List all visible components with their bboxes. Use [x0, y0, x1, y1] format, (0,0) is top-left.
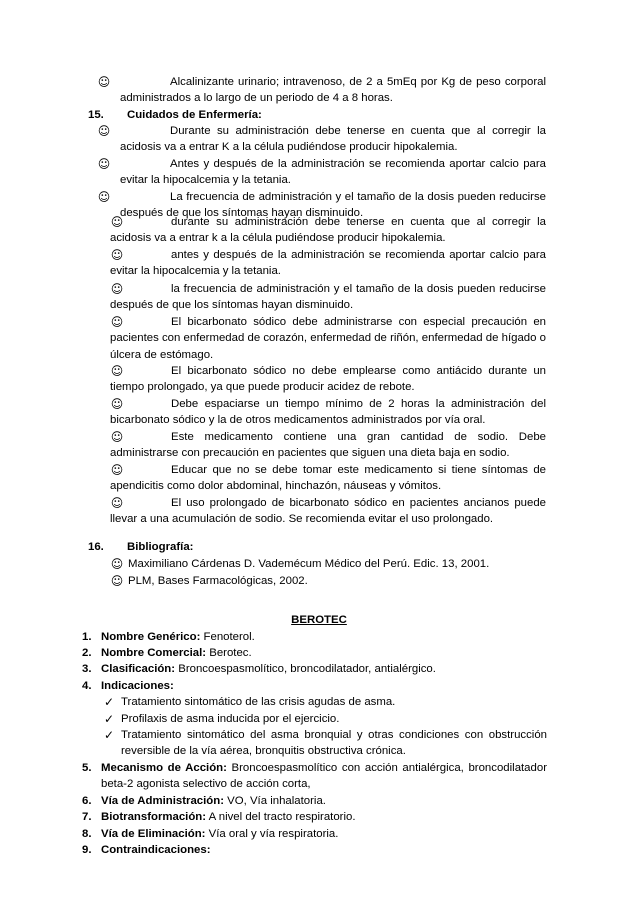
- smiley-bullet-icon: ☺: [110, 463, 124, 477]
- item-number: 6.: [82, 795, 92, 807]
- smiley-bullet-icon: ☺: [97, 124, 111, 138]
- field-label: Nombre Genérico:: [101, 631, 201, 643]
- smiley-bullet-icon: ☺: [110, 430, 124, 444]
- indication-item: Tratamiento sintomático de las crisis agudas de asma.: [121, 696, 396, 708]
- list-item: Debe espaciarse un tiempo mínimo de 2 horas la administración del bicarbonato sódico y la de otros medicamentos administrados por vía oral.: [110, 398, 546, 427]
- smiley-bullet-icon: ☺: [110, 574, 124, 588]
- list-item: Durante su administración debe tenerse en cuenta que al corregir la acidosis va a entrar K a la célula pudiéndose producir hipokalemia.: [120, 125, 546, 154]
- item-number: 7.: [82, 811, 92, 823]
- list-item: Alcalinizante urinario; intravenoso, de 2 a 5mEq por Kg de peso corporal administrados a lo largo de un periodo de 4 a 8 horas.: [120, 76, 546, 105]
- smiley-bullet-icon: ☺: [97, 75, 111, 89]
- list-item: antes y después de la administración se recomienda aportar calcio para evitar la hipocalcemia y la tetania.: [110, 249, 546, 278]
- drug-field: [101, 661, 547, 677]
- drug-field: [101, 645, 547, 661]
- bibliography-entry: Maximiliano Cárdenas D. Vademécum Médico del Perú. Edic. 13, 2001.: [128, 558, 490, 570]
- field-value: Fenoterol.: [200, 631, 255, 643]
- field-value: Broncoespasmolítico, broncodilatador, antialérgico.: [175, 663, 436, 675]
- field-value: A nivel del tracto respiratorio.: [206, 811, 356, 823]
- smiley-bullet-icon: ☺: [110, 557, 124, 571]
- smiley-bullet-icon: ☺: [110, 496, 124, 510]
- item-number: 2.: [82, 647, 92, 659]
- smiley-bullet-icon: ☺: [110, 397, 124, 411]
- field-value: Berotec.: [206, 647, 252, 659]
- list-item: El bicarbonato sódico debe administrarse con especial precaución en pacientes con enfermedad de corazón, enfermedad de riñón, enfermedad de hígado o úlcera de estómago.: [110, 316, 546, 361]
- list-item: durante su administración debe tenerse en cuenta que al corregir la acidosis va a entrar k a la célula pudiéndose producir hipokalemia.: [110, 216, 546, 245]
- item-number: 5.: [82, 762, 92, 774]
- smiley-bullet-icon: ☺: [97, 157, 111, 171]
- field-label: Mecanismo de Acción:: [101, 762, 227, 774]
- list-item: la frecuencia de administración y el tamaño de la dosis pueden reducirse después de que los síntomas hayan disminuido.: [110, 283, 546, 312]
- smiley-bullet-icon: ☺: [97, 190, 111, 204]
- checkmark-icon: ✓: [103, 728, 115, 742]
- drug-field: [101, 678, 547, 694]
- field-label: Clasificación:: [101, 663, 176, 675]
- section-number: 16.: [88, 541, 104, 553]
- field-label: Vía de Administración:: [101, 795, 224, 807]
- item-number: 3.: [82, 663, 92, 675]
- field-value: Broncoespasmolítico con acción antialérgica, broncodilatador beta-2 agonista selectivo de acción corta,: [101, 762, 547, 791]
- bibliography-entry: PLM, Bases Farmacológicas, 2002.: [128, 575, 308, 587]
- section-heading: Cuidados de Enfermería:: [127, 109, 262, 121]
- drug-field: [101, 793, 547, 809]
- field-label: Vía de Eliminación:: [101, 828, 206, 840]
- item-number: 9.: [82, 844, 92, 856]
- section-heading: Bibliografía:: [127, 541, 194, 553]
- item-number: 4.: [82, 680, 92, 692]
- indication-item: Profilaxis de asma inducida por el ejercicio.: [121, 713, 340, 725]
- indication-item: Tratamiento sintomático del asma bronquial y otras condiciones con obstrucción reversible de la vía aérea, bronquitis obstructiva crónica.: [121, 729, 547, 758]
- drug-field: [101, 809, 547, 825]
- list-item: Educar que no se debe tomar este medicamento si tiene síntomas de apendicitis como dolor abdominal, hinchazón, náuseas y vómitos.: [110, 464, 546, 493]
- smiley-bullet-icon: ☺: [110, 248, 124, 262]
- drug-field: [101, 826, 547, 842]
- list-item: La frecuencia de administración y el tamaño de la dosis pueden reducirse después de que los síntomas hayan disminuido.: [120, 191, 546, 220]
- smiley-bullet-icon: ☺: [110, 215, 124, 229]
- drug-field: [101, 760, 547, 793]
- list-item: El bicarbonato sódico no debe emplearse como antiácido durante un tiempo prolongado, ya que puede producir acidez de rebote.: [110, 365, 546, 394]
- drug-title: BEROTEC: [291, 614, 347, 626]
- smiley-bullet-icon: ☺: [110, 315, 124, 329]
- field-label: Contraindicaciones:: [101, 844, 211, 856]
- smiley-bullet-icon: ☺: [110, 364, 124, 378]
- field-label: Biotransformación:: [101, 811, 207, 823]
- drug-field: [101, 842, 547, 858]
- list-item: Antes y después de la administración se recomienda aportar calcio para evitar la hipocalcemia y la tetania.: [120, 158, 546, 187]
- checkmark-icon: ✓: [103, 712, 115, 726]
- field-value: VO, Vía inhalatoria.: [224, 795, 326, 807]
- section-number: 15.: [88, 109, 104, 121]
- drug-field: [101, 629, 547, 645]
- list-item: El uso prolongado de bicarbonato sódico en pacientes ancianos puede llevar a una acumulación de sodio. Se recomienda evitar el uso prolongado.: [110, 497, 546, 526]
- field-label: Nombre Comercial:: [101, 647, 207, 659]
- checkmark-icon: ✓: [103, 695, 115, 709]
- item-number: 1.: [82, 631, 92, 643]
- smiley-bullet-icon: ☺: [110, 282, 124, 296]
- field-label: Indicaciones:: [101, 680, 174, 692]
- item-number: 8.: [82, 828, 92, 840]
- list-item: Este medicamento contiene una gran cantidad de sodio. Debe administrarse con precaución en pacientes que siguen una dieta baja en sodio.: [110, 431, 546, 460]
- field-value: Vía oral y vía respiratoria.: [205, 828, 339, 840]
